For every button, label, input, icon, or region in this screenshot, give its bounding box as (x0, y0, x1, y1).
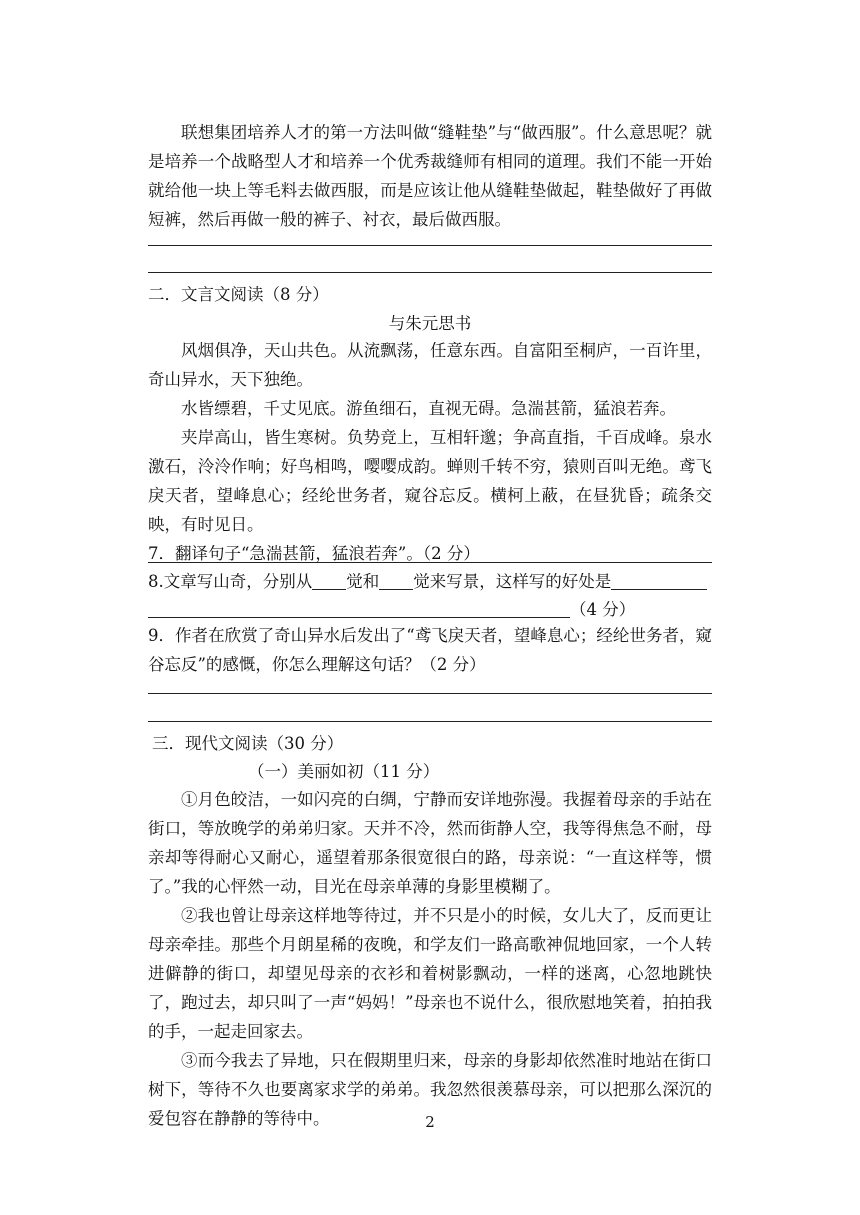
page-number: 2 (425, 1113, 435, 1131)
question-8-part2: 觉和 (346, 572, 380, 591)
answer-line (148, 721, 712, 722)
question-8 (148, 567, 712, 596)
fill-blank[interactable] (611, 571, 707, 590)
section3-passage (148, 785, 712, 1133)
classical-paragraph-2: 水皆缥碧，千丈见底。游鱼细石，直视无碍。急湍甚箭，猛浪若奔。 (181, 399, 676, 418)
question-9: 9．作者在欣赏了奇山异水后发出了“鸢飞戾天者，望峰息心；经纶世务者，窥谷忘反”的感慨，你怎么理解这句话？（2 分） (148, 626, 712, 674)
question-9-block (148, 621, 712, 679)
answer-line (148, 562, 712, 563)
fill-blank[interactable] (379, 571, 413, 590)
intro-paragraph: 联想集团培养人才的第一方法叫做“缝鞋垫”与“做西服”。什么意思呢？就是培养一个战略型人才和培养一个优秀裁缝师有相同的道理。我们不能一开始就给他一块上等毛料去做西服，而是应该让他从缝鞋垫做起，鞋垫做好了再做短裤，然后再做一般的裤子、衬衣，最后做西服。 (148, 123, 712, 229)
section3-subheading: （一）美丽如初（11 分） (248, 762, 440, 781)
section2-title: 与朱元思书 (388, 314, 472, 333)
answer-line (148, 272, 712, 273)
question-8-continued (148, 595, 712, 624)
section2-heading: 二．文言文阅读（8 分） (148, 285, 329, 304)
modern-paragraph-2: ②我也曾让母亲这样地等待过，并不只是小的时候，女儿大了，反而更让母亲牵挂。那些个月朗星稀的夜晚，和学友们一路高歌神侃地回家，一个人转进僻静的街口，却望见母亲的衣衫和着树影飘动，一样的迷离，心忽地跳快了，跑过去，却只叫了一声“妈妈！”母亲也不说什么，很欣慰地笑着，拍拍我的手，一起走回家去。 (148, 906, 712, 1041)
classical-paragraph-3: 夹岸高山，皆生寒树。负势竞上，互相轩邈；争高直指，千百成峰。泉水激石，泠泠作响；好鸟相鸣，嘤嘤成韵。蝉则千转不穷，猿则百叫无绝。鸢飞戾天者，望峰息心；经纶世务者，窥谷忘反。横柯上蔽，在昼犹昏；疏条交映，有时见日。 (148, 428, 712, 534)
fill-blank[interactable] (148, 599, 570, 618)
modern-paragraph-1: ①月色皎洁，一如闪亮的白绸，宁静而安详地弥漫。我握着母亲的手站在街口，等放晚学的弟弟归家。天并不冷，然而街静人空，我等得焦急不耐，母亲却等得耐心又耐心，遥望着那条很宽很白的路，母亲说：“一直这样等，惯了。”我的心怦然一动，目光在母亲单薄的身影里模糊了。 (148, 790, 712, 896)
classical-paragraph-1: 风烟俱净，天山共色。从流飘荡，任意东西。自富阳至桐庐，一百许里，奇山异水，天下独绝。 (148, 341, 712, 389)
section2-passage (148, 336, 712, 568)
answer-line (148, 245, 712, 246)
question-7: 7．翻译句子“急湍甚箭，猛浪若奔”。（2 分） (148, 544, 480, 563)
intro-passage (148, 118, 712, 234)
question-8-score: （4 分） (570, 600, 636, 619)
fill-blank[interactable] (312, 571, 346, 590)
question-8-part3: 觉来写景，这样写的好处是 (413, 572, 612, 591)
section3-heading: 三．现代文阅读（30 分） (152, 734, 344, 753)
question-8-part1: 8.文章写山奇，分别从 (148, 572, 313, 591)
modern-paragraph-3: ③而今我去了异地，只在假期里归来，母亲的身影却依然准时地站在街口树下，等待不久也要离家求学的弟弟。我忽然很羡慕母亲，可以把那么深沉的爱包容在静静的等待中。 (148, 1051, 712, 1128)
answer-line (148, 693, 712, 694)
